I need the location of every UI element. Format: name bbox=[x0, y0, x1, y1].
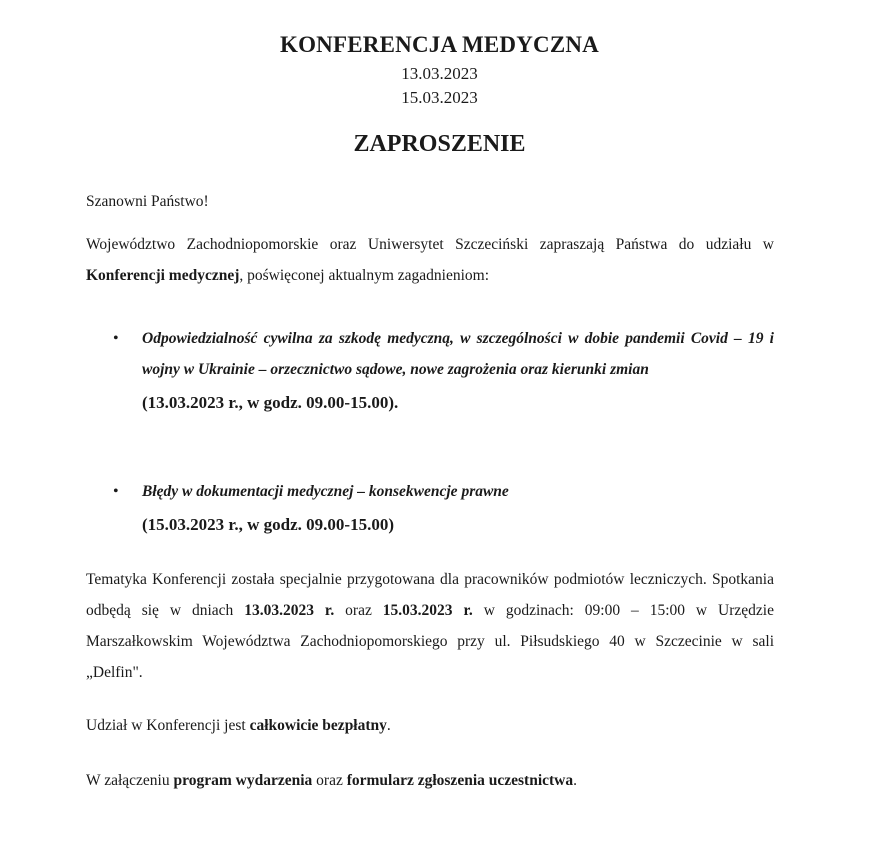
topic-2-date: (15.03.2023 r., w godz. 09.00-15.00) bbox=[142, 515, 394, 534]
intro-paragraph bbox=[86, 229, 774, 291]
attachments-paragraph bbox=[86, 765, 774, 796]
topic-1-date: (13.03.2023 r., w godz. 09.00-15.00). bbox=[142, 393, 399, 412]
topic-item-1 bbox=[113, 323, 774, 418]
free-participation-paragraph bbox=[86, 710, 774, 741]
zalacznik-bold-1: program wydarzenia bbox=[173, 772, 313, 789]
udzial-bold: całkowicie bezpłatny bbox=[249, 717, 387, 734]
details-date-1: 13.03.2023 r. bbox=[244, 602, 335, 619]
details-date-2: 15.03.2023 r. bbox=[382, 602, 473, 619]
invitation-heading: ZAPROSZENIE bbox=[353, 131, 526, 157]
details-text-3: w godzinach: 09:00 – 15:00 w Urzędzie Marszałkowskim Województwa Zachodniopomorskiego przy ul. Piłsudskiego 40 w Szczecinie w sali „Delfin". bbox=[86, 602, 774, 681]
bullet-icon: • bbox=[113, 330, 119, 347]
intro-text-2: , poświęconej aktualnym zagadnieniom: bbox=[239, 267, 490, 284]
topic-1-title: Odpowiedzialność cywilna za szkodę medyczną, w szczególności w dobie pandemii Covid – 19 i wojny w Ukrainie – orzecznictwo sądowe, nowe zagrożenia oraz kierunki zmian bbox=[142, 330, 774, 378]
topic-2-title: Błędy w dokumentacji medycznej – konsekwencje prawne bbox=[142, 483, 509, 500]
udzial-text-2: . bbox=[386, 717, 391, 734]
udzial-text-1: Udział w Konferencji jest bbox=[86, 717, 250, 734]
details-text-1: Tematyka Konferencji została specjalnie przygotowana dla pracowników podmiotów leczniczych. Spotkania odbędą się w dniach bbox=[86, 571, 774, 619]
details-paragraph bbox=[86, 564, 774, 688]
document-title: KONFERENCJA MEDYCZNA bbox=[280, 32, 599, 57]
conference-date-2: 15.03.2023 bbox=[401, 88, 478, 107]
zalacznik-bold-2: formularz zgłoszenia uczestnictwa bbox=[346, 772, 574, 789]
zalacznik-text-3: . bbox=[573, 772, 577, 789]
zalacznik-text-2: oraz bbox=[312, 772, 347, 789]
greeting: Szanowni Państwo! bbox=[86, 193, 209, 210]
details-text-2: oraz bbox=[334, 602, 383, 619]
zalacznik-text-1: W załączeniu bbox=[86, 772, 174, 789]
bullet-icon: • bbox=[113, 483, 119, 500]
conference-date-1: 13.03.2023 bbox=[401, 64, 478, 83]
intro-bold: Konferencji medycznej bbox=[86, 267, 240, 284]
topic-item-2 bbox=[113, 476, 774, 540]
intro-text-1: Województwo Zachodniopomorskie oraz Uniwersytet Szczeciński zapraszają Państwa do udziału w bbox=[86, 236, 774, 253]
